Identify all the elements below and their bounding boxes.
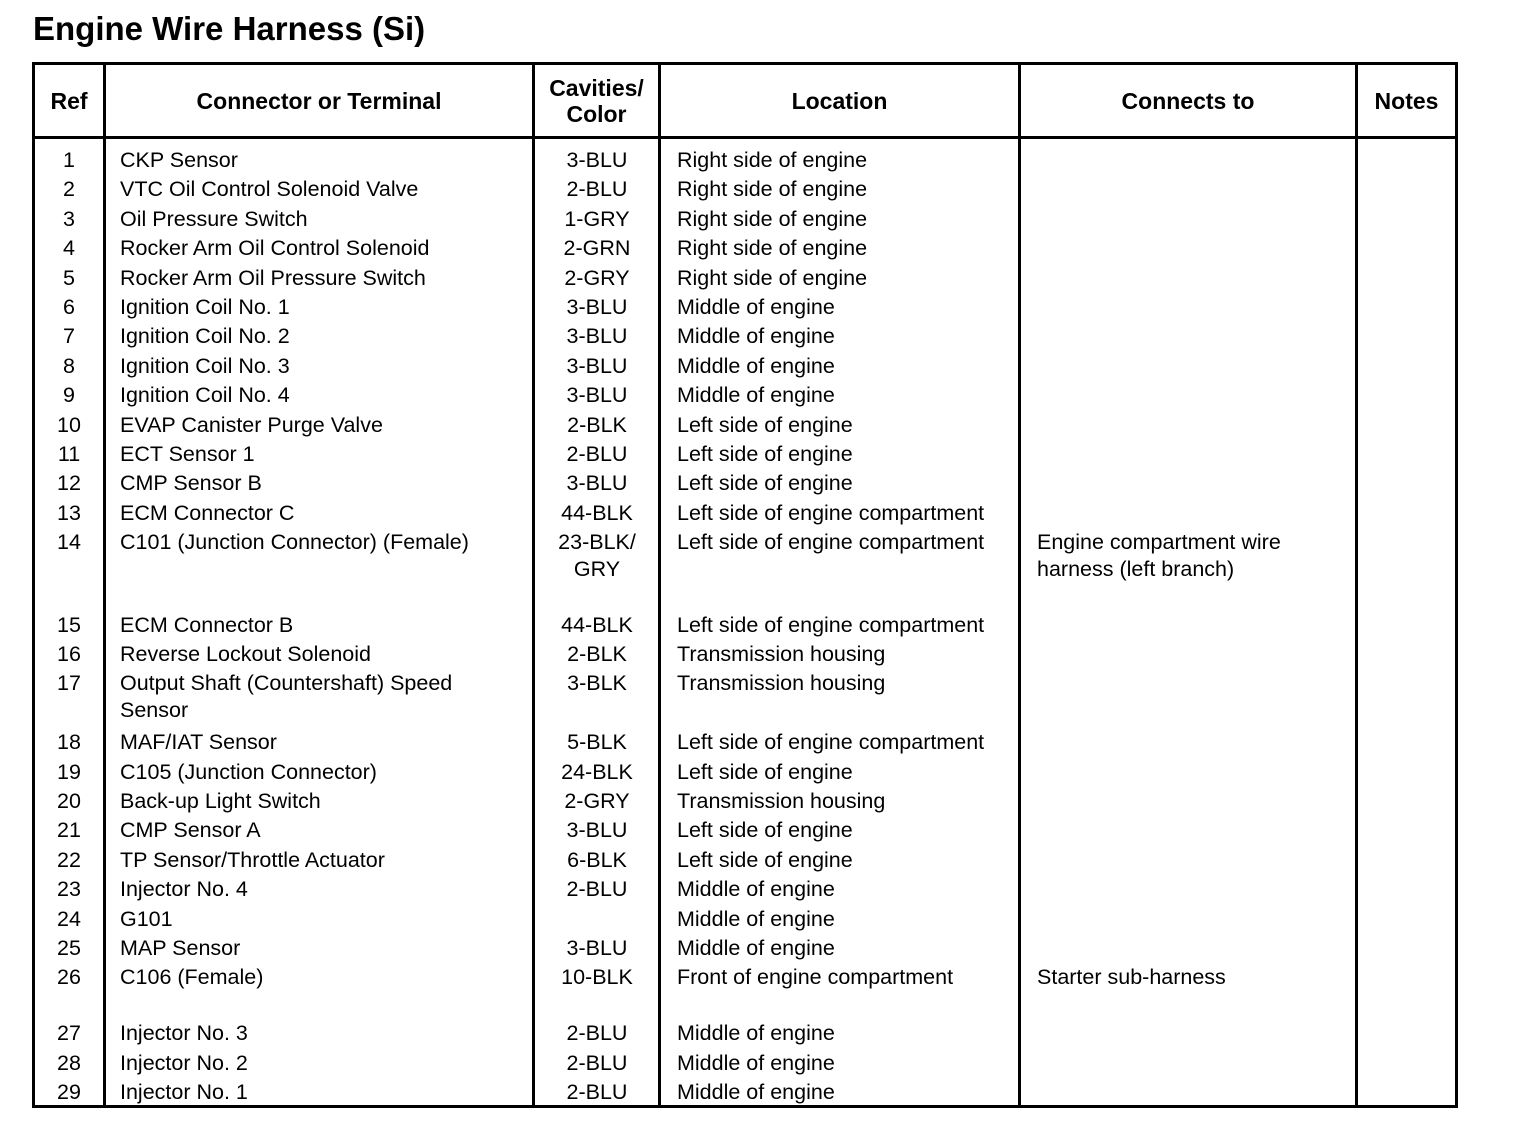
cell-ref: 4 <box>63 236 75 261</box>
cell-location: Left side of engine <box>677 759 853 784</box>
table-row <box>35 809 1455 843</box>
cell-connector: CMP Sensor A <box>120 818 261 843</box>
cell-cavities: 2-GRY <box>564 265 630 290</box>
cell-connector: C106 (Female) <box>120 965 264 990</box>
table-row <box>35 404 1455 437</box>
page-title: Engine Wire Harness (Si) <box>33 10 426 47</box>
cell-cavities: 3-BLU <box>566 295 628 319</box>
cell-connector: MAF/IAT Sensor <box>120 730 277 755</box>
cell-ref: 12 <box>57 471 81 496</box>
cell-cavities: 44-BLK <box>561 612 633 637</box>
table-row <box>35 374 1455 408</box>
cell-connector: EVAP Canister Purge Valve <box>120 412 383 437</box>
cell-connects-to: Engine compartment wire harness (left branch) <box>1037 530 1281 581</box>
header-connects-to: Connects to <box>1121 87 1255 114</box>
cell-ref: 21 <box>57 818 81 843</box>
table-row <box>35 139 1455 172</box>
cell-cavities: 2-BLU <box>566 442 628 466</box>
cell-location: Middle of engine <box>677 877 835 902</box>
cell-location: Right side of engine <box>677 148 868 172</box>
table-row <box>35 662 1455 722</box>
table-row <box>35 286 1455 319</box>
cell-location: Middle of engine <box>677 324 835 349</box>
cell-connector: VTC Oil Control Solenoid Valve <box>120 177 419 202</box>
cell-connector: ECM Connector C <box>120 500 295 525</box>
cell-connector: MAP Sensor <box>120 935 241 960</box>
table-row <box>35 433 1455 466</box>
cell-location: Transmission housing <box>677 671 886 696</box>
cell-ref: 25 <box>57 935 81 960</box>
cell-connects-to: Starter sub-harness <box>1037 965 1226 990</box>
cell-location: Right side of engine <box>677 177 868 202</box>
cell-cavities: 5-BLK <box>567 730 627 755</box>
cell-ref: 11 <box>57 442 81 466</box>
cell-location: Middle of engine <box>677 1021 835 1046</box>
cell-cavities: 24-BLK <box>561 759 633 784</box>
cell-ref: 18 <box>57 730 81 755</box>
cell-cavities: 23-BLK/ GRY <box>558 530 636 581</box>
cell-cavities: 3-BLU <box>566 148 628 172</box>
cell-connector: Oil Pressure Switch <box>120 206 308 231</box>
header-notes: Notes <box>1374 87 1439 114</box>
table-row <box>35 492 1455 525</box>
cell-cavities: 3-BLK <box>567 671 627 696</box>
cell-ref: 1 <box>63 148 75 172</box>
cell-ref: 20 <box>57 788 81 813</box>
cell-ref: 13 <box>57 500 81 525</box>
cell-location: Left side of engine <box>677 471 853 496</box>
cell-location: Left side of engine <box>677 442 853 466</box>
table-row <box>35 633 1455 666</box>
cell-cavities: 1-GRY <box>564 206 630 231</box>
cell-location: Left side of engine compartment <box>677 530 985 555</box>
cell-cavities: 3-BLU <box>566 471 628 496</box>
cell-location: Transmission housing <box>677 788 886 813</box>
cell-cavities: 3-BLU <box>566 353 628 378</box>
cell-connector: Output Shaft (Countershaft) Speed Sensor <box>120 671 453 722</box>
table-row <box>35 721 1455 755</box>
cell-ref: 2 <box>63 177 75 202</box>
table-row <box>35 345 1455 378</box>
cell-connector: CKP Sensor <box>120 148 238 172</box>
cell-cavities: 3-BLU <box>566 324 628 349</box>
cell-ref: 17 <box>57 671 81 696</box>
table-row <box>35 1071 1455 1104</box>
table-row <box>35 751 1455 784</box>
cell-location: Front of engine compartment <box>677 965 954 990</box>
cell-ref: 27 <box>57 1021 81 1046</box>
cell-location: Left side of engine compartment <box>677 612 985 637</box>
cell-cavities: 2-BLK <box>567 412 627 437</box>
cell-cavities: 3-BLU <box>566 935 628 960</box>
cell-connector: C105 (Junction Connector) <box>120 759 377 784</box>
cell-ref: 26 <box>57 965 81 990</box>
cell-location: Middle of engine <box>677 383 835 408</box>
header-location: Location <box>791 87 888 114</box>
cell-ref: 22 <box>57 847 81 872</box>
cell-connector: Rocker Arm Oil Pressure Switch <box>120 265 426 290</box>
cell-location: Right side of engine <box>677 265 868 290</box>
cell-cavities: 2-BLU <box>566 177 628 202</box>
header-ref: Ref <box>50 87 88 114</box>
table-row <box>35 604 1455 637</box>
cell-connector: CMP Sensor B <box>120 471 262 496</box>
table-row <box>35 315 1455 349</box>
table-row <box>35 927 1455 960</box>
cell-connector: Ignition Coil No. 3 <box>120 353 290 378</box>
cell-connector: Injector No. 3 <box>120 1021 248 1046</box>
table-row <box>35 898 1455 931</box>
cell-connector: Ignition Coil No. 2 <box>120 324 290 349</box>
cell-ref: 6 <box>63 295 75 319</box>
table-row <box>35 1012 1455 1046</box>
cell-location: Right side of engine <box>677 206 868 231</box>
table-row <box>35 198 1455 231</box>
header-connector: Connector or Terminal <box>196 87 442 114</box>
cell-location: Left side of engine <box>677 412 853 437</box>
cell-connector: G101 <box>120 906 173 931</box>
cell-connector: ECT Sensor 1 <box>120 442 255 466</box>
table-row <box>35 227 1455 261</box>
cell-connector: TP Sensor/Throttle Actuator <box>120 847 385 872</box>
table-row <box>35 521 1455 581</box>
cell-ref: 24 <box>57 906 81 931</box>
cell-connector: Ignition Coil No. 4 <box>120 383 290 408</box>
cell-ref: 9 <box>63 383 75 408</box>
table-row <box>35 956 1455 990</box>
cell-location: Middle of engine <box>677 906 835 931</box>
cell-ref: 7 <box>63 324 75 349</box>
cell-location: Middle of engine <box>677 1050 835 1075</box>
table-row <box>35 257 1455 290</box>
cell-connector: Injector No. 1 <box>120 1079 248 1104</box>
cell-ref: 19 <box>57 759 81 784</box>
cell-cavities: 2-BLU <box>566 877 628 902</box>
cell-ref: 15 <box>57 612 81 637</box>
cell-location: Middle of engine <box>677 935 835 960</box>
cell-cavities: 2-BLK <box>567 641 627 666</box>
cell-ref: 29 <box>57 1079 81 1104</box>
cell-connector: Injector No. 2 <box>120 1050 248 1075</box>
table-row <box>35 780 1455 813</box>
cell-ref: 5 <box>63 265 75 290</box>
cell-location: Right side of engine <box>677 236 868 261</box>
table-row <box>35 168 1455 202</box>
cell-location: Left side of engine compartment <box>677 500 985 525</box>
cell-ref: 10 <box>57 412 81 437</box>
cell-ref: 14 <box>57 530 81 555</box>
cell-cavities: 2-GRN <box>563 236 631 261</box>
cell-cavities: 2-BLU <box>566 1021 628 1046</box>
cell-cavities: 2-BLU <box>566 1050 628 1075</box>
cell-connector: Reverse Lockout Solenoid <box>120 641 371 666</box>
header-cavities: Cavities/ Color <box>549 74 644 127</box>
cell-connector: Ignition Coil No. 1 <box>120 295 290 319</box>
cell-cavities: 3-BLU <box>566 818 628 843</box>
cell-ref: 3 <box>63 206 75 231</box>
cell-connector: C101 (Junction Connector) (Female) <box>120 530 469 555</box>
cell-cavities: 10-BLK <box>561 965 633 990</box>
cell-location: Middle of engine <box>677 353 835 378</box>
table-row <box>35 462 1455 496</box>
cell-cavities: 2-GRY <box>564 788 630 813</box>
cell-ref: 23 <box>57 877 81 902</box>
table-row <box>35 839 1455 872</box>
cell-cavities: 44-BLK <box>561 500 633 525</box>
cell-location: Left side of engine compartment <box>677 730 985 755</box>
table-row <box>35 1042 1455 1075</box>
cell-ref: 16 <box>57 641 81 666</box>
table-body <box>35 139 1455 1105</box>
cell-location: Middle of engine <box>677 1079 835 1104</box>
cell-connector: Rocker Arm Oil Control Solenoid <box>120 236 430 261</box>
cell-location: Transmission housing <box>677 641 886 666</box>
cell-location: Left side of engine <box>677 818 853 843</box>
cell-location: Middle of engine <box>677 295 835 319</box>
cell-location: Left side of engine <box>677 847 853 872</box>
cell-cavities: 3-BLU <box>566 383 628 408</box>
harness-table <box>32 62 1458 1108</box>
cell-cavities: 2-BLU <box>566 1079 628 1104</box>
cell-ref: 8 <box>63 353 75 378</box>
cell-connector: Back-up Light Switch <box>120 788 321 813</box>
cell-ref: 28 <box>57 1050 81 1075</box>
cell-connector: Injector No. 4 <box>120 877 248 902</box>
cell-cavities: 6-BLK <box>567 847 627 872</box>
table-row <box>35 868 1455 902</box>
cell-connector: ECM Connector B <box>120 612 294 637</box>
